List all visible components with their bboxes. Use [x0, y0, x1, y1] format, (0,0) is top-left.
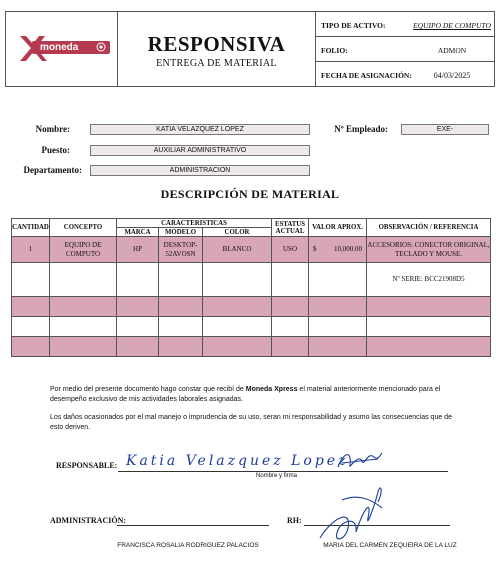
table-row	[12, 237, 491, 263]
asset-type-value: EQUIPO DE COMPUTO	[413, 21, 491, 30]
meta-label: TIPO DE ACTIVO:	[321, 21, 386, 30]
cell-empty	[203, 263, 272, 297]
cell-observacion: ACCESORIOS: CONECTOR ORIGINAL, TECLADO Y MOUSE.	[367, 237, 491, 263]
rh-label: RH:	[287, 516, 302, 525]
col-color: COLOR	[203, 228, 272, 237]
meta-block	[316, 12, 494, 86]
cell-empty	[367, 317, 491, 337]
department-field: ADMINISTRACION	[90, 165, 310, 176]
cell-empty	[117, 263, 159, 297]
cell-empty	[203, 297, 272, 317]
cell-empty	[50, 337, 117, 357]
cell-empty	[117, 337, 159, 357]
table-row	[12, 297, 491, 317]
employee-no-label: Nº Empleado:	[334, 124, 388, 134]
document-subtitle: ENTREGA DE MATERIAL	[156, 58, 277, 69]
table-row	[12, 317, 491, 337]
valor-currency: $	[313, 245, 317, 253]
position-label: Puesto:	[41, 145, 70, 155]
cell-empty	[367, 337, 491, 357]
nombre-firma-note: Nombre y firma	[256, 473, 298, 479]
cell-color: BLANCO	[203, 237, 272, 263]
para-text: el material anteriormente mencionado para el desempeño exclusivo de mis actividades laborales asignadas.	[50, 386, 441, 403]
section-title: DESCRIPCIÓN DE MATERIAL	[160, 187, 340, 201]
cell-empty	[203, 337, 272, 357]
cell-estatus: USO	[272, 237, 309, 263]
document-title: RESPONSIVA	[147, 32, 286, 56]
cell-empty	[50, 263, 117, 297]
col-estatus: ESTATUS ACTUAL	[272, 219, 309, 237]
cell-empty	[12, 337, 50, 357]
table-row	[12, 263, 491, 297]
logo-coin-icon	[96, 42, 106, 52]
col-cantidad: CANTIDAD	[12, 219, 50, 237]
cell-cantidad: 1	[12, 237, 50, 263]
admin-line	[117, 525, 269, 526]
meta-row-asset-type	[316, 12, 494, 37]
liability-paragraph: Los daños ocasionados por el mal manejo o imprudencia de su uso, seran mi responsabilidad y asumo las consecuencias que de esto deriven.	[50, 414, 452, 431]
company-name: Moneda Xpress	[245, 386, 298, 393]
declaration-paragraph	[50, 385, 460, 405]
para-text: Por medio del presente documento hago constar que recibí de	[50, 386, 246, 393]
document-header	[5, 11, 495, 87]
cell-serial: Nº SERIE: BCC21908D5	[367, 263, 491, 297]
material-table	[11, 218, 491, 357]
col-observacion: OBSERVACIÓN / REFERENCIA	[367, 219, 491, 237]
cell-empty	[309, 337, 367, 357]
cell-empty	[50, 297, 117, 317]
assignment-date-value: 04/03/2025	[433, 71, 471, 80]
cell-empty	[159, 297, 203, 317]
col-concepto: CONCEPTO	[50, 219, 117, 237]
cell-empty	[272, 337, 309, 357]
cell-empty	[272, 297, 309, 317]
name-label: Nombre:	[35, 124, 70, 134]
col-modelo: MODELO	[159, 228, 203, 237]
meta-row-date	[316, 62, 494, 87]
cell-empty	[50, 317, 117, 337]
col-caracteristicas: CARACTERISTICAS	[117, 219, 272, 228]
cell-empty	[12, 263, 50, 297]
admin-signer-name: FRANCISCA ROSALIA RODRIGUEZ PALACIOS	[117, 542, 259, 549]
responsable-line	[118, 471, 448, 472]
cell-empty	[203, 317, 272, 337]
meta-label: FECHA DE ASIGNACIÓN:	[321, 71, 412, 80]
logo-text: moneda	[40, 42, 79, 53]
company-logo	[18, 35, 108, 63]
folio-value: ADMON	[437, 46, 467, 55]
logo-cell	[6, 12, 118, 86]
table-row	[12, 337, 491, 357]
cell-empty	[117, 297, 159, 317]
rh-signer-name: MARIA DEL CARMEN ZEQUEIRA DE LA LUZ	[323, 542, 457, 549]
responsable-handwritten-name: Katia Velazquez Lopez	[126, 453, 349, 469]
cell-empty	[272, 317, 309, 337]
cell-empty	[309, 263, 367, 297]
responsable-signature-icon	[334, 447, 384, 475]
position-field: AUXILIAR ADMINISTRATIVO	[90, 145, 310, 156]
cell-marca: HP	[117, 237, 159, 263]
cell-empty	[367, 297, 491, 317]
cell-empty	[272, 263, 309, 297]
valor-amount: 10,000.00	[334, 245, 363, 253]
meta-label: FOLIO:	[321, 46, 348, 55]
cell-valor	[309, 237, 367, 263]
rh-signature-icon	[312, 478, 392, 550]
table-header-row	[12, 219, 491, 228]
cell-concepto: EQUIPO DE COMPUTO	[50, 237, 117, 263]
col-marca: MARCA	[117, 228, 159, 237]
cell-empty	[309, 317, 367, 337]
title-cell	[118, 12, 316, 86]
cell-empty	[159, 263, 203, 297]
cell-empty	[159, 337, 203, 357]
cell-empty	[117, 317, 159, 337]
responsable-label: RESPONSABLE:	[56, 461, 118, 470]
name-field: KATIA VELAZQUEZ LOPEZ	[90, 124, 310, 135]
cell-modelo: DESKTOP-52AVOSN	[159, 237, 203, 263]
employee-no-field: EXE-	[401, 124, 489, 135]
admin-label: ADMINISTRACIÓN:	[50, 516, 127, 525]
department-label: Departamento:	[23, 165, 82, 175]
cell-empty	[12, 297, 50, 317]
cell-empty	[159, 317, 203, 337]
cell-empty	[309, 297, 367, 317]
meta-row-folio	[316, 37, 494, 62]
cell-empty	[12, 317, 50, 337]
col-valor: VALOR APROX.	[309, 219, 367, 237]
